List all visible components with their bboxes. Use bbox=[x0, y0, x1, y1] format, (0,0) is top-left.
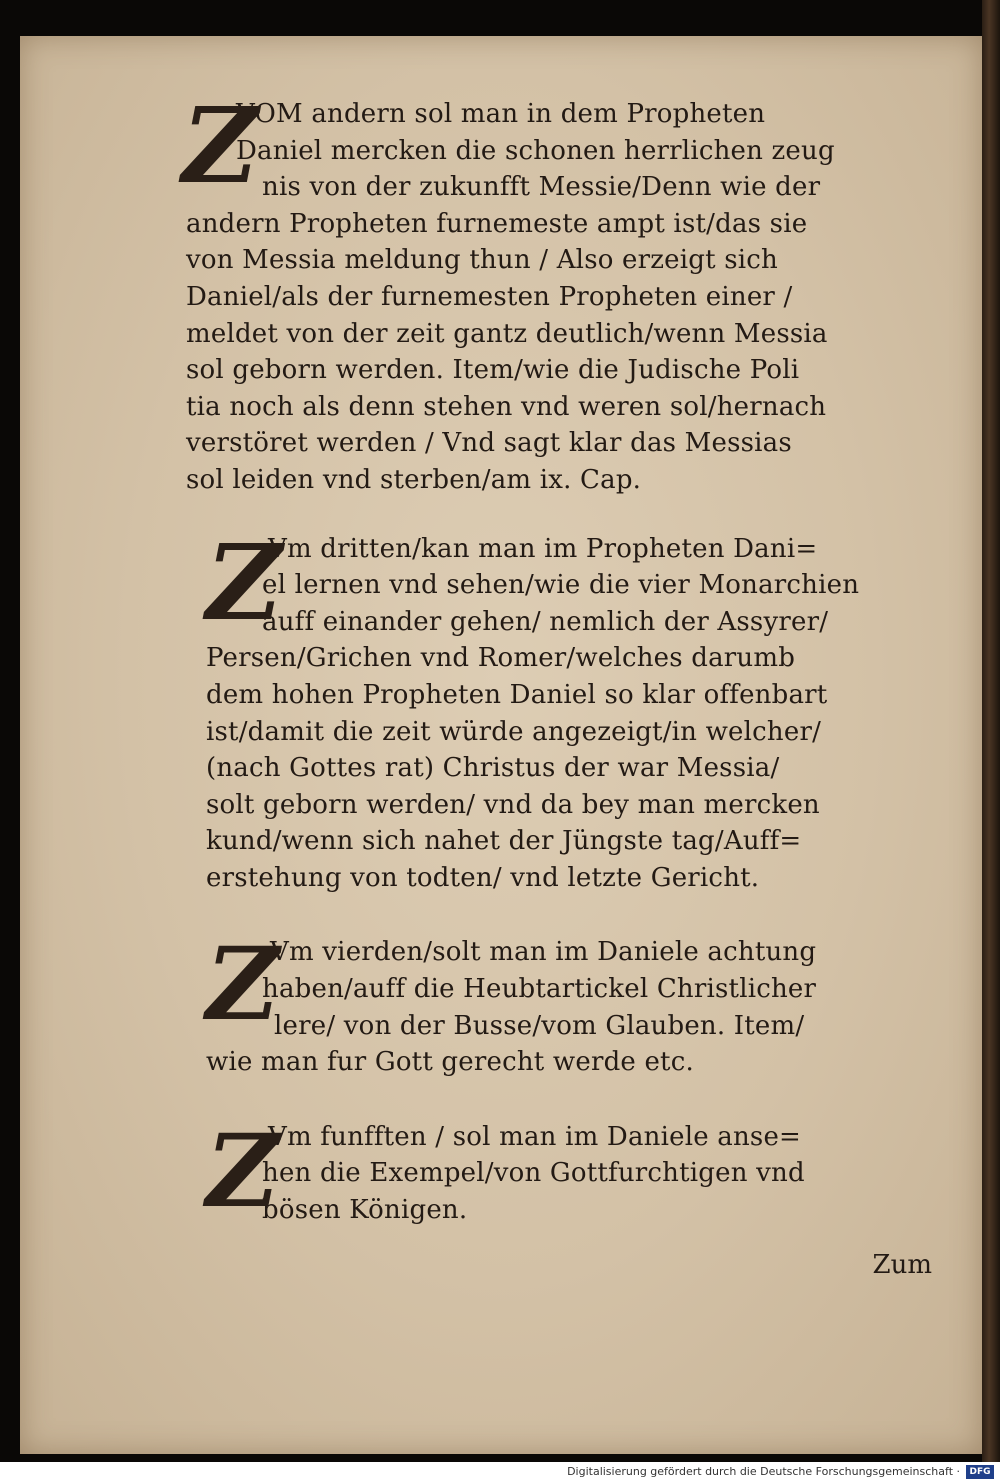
text-line: el lernen vnd sehen/wie die vier Monarchien bbox=[262, 570, 860, 601]
initial-letter: Z bbox=[206, 520, 282, 644]
text-line: ist/damit die zeit würde angezeigt/in welcher/ bbox=[206, 716, 822, 747]
book-spine bbox=[982, 0, 1000, 1462]
text-line: tia noch als denn stehen vnd weren sol/hernach bbox=[186, 391, 827, 422]
text-line: Daniel mercken die schonen herrlichen zeug bbox=[236, 135, 835, 166]
text-line: haben/auff die Heubtartickel Christlicher bbox=[262, 974, 817, 1005]
text-line: VOM andern sol man in dem Propheten bbox=[236, 99, 766, 129]
text-line: Vm vierden/solt man im Daniele achtung bbox=[270, 937, 817, 968]
text-line: solt geborn werden/ vnd da bey man mercken bbox=[206, 789, 820, 820]
paragraph-2 bbox=[206, 520, 948, 897]
text-line: nis von der zukunfft Messie/Denn wie der bbox=[262, 172, 821, 203]
text-line: sol leiden vnd sterben/am ix. Cap. bbox=[186, 464, 642, 495]
text-line: Vm dritten/kan man im Propheten Dani= bbox=[268, 533, 818, 564]
paragraph-3 bbox=[206, 925, 948, 1080]
initial-letter: Z bbox=[182, 84, 258, 207]
paragraph-1 bbox=[182, 84, 948, 499]
text-line: dem hohen Propheten Daniel so klar offenbart bbox=[206, 679, 828, 710]
catchword: Zum bbox=[872, 1250, 932, 1280]
text-line: kund/wenn sich nahet der Jüngste tag/Auff= bbox=[206, 826, 802, 857]
text-line: sol geborn werden. Item/wie die Judische Poli bbox=[186, 355, 800, 386]
text-line: Daniel/als der furnemesten Propheten einer / bbox=[186, 281, 793, 312]
text-line: erstehung von todten/ vnd letzte Gericht. bbox=[206, 862, 760, 893]
text-line: hen die Exempel/von Gottfurchtigen vnd bbox=[262, 1158, 805, 1189]
text-line: wie man fur Gott gerecht werde etc. bbox=[206, 1047, 694, 1078]
text-line: andern Propheten furnemeste ampt ist/das sie bbox=[186, 208, 808, 239]
dfg-logo: DFG bbox=[966, 1465, 994, 1479]
text-line: meldet von der zeit gantz deutlich/wenn Messia bbox=[186, 318, 828, 349]
text-line: von Messia meldung thun / Also erzeigt sich bbox=[186, 245, 778, 276]
text-line: Persen/Grichen vnd Romer/welches darumb bbox=[206, 643, 796, 674]
initial-letter: Z bbox=[206, 925, 279, 1044]
text-line: (nach Gottes rat) Christus der war Messia/ bbox=[206, 753, 780, 784]
text-line: bösen Königen. bbox=[262, 1195, 468, 1226]
page-text bbox=[182, 84, 948, 1230]
text-line: lere/ von der Busse/vom Glauben. Item/ bbox=[274, 1010, 805, 1041]
text-line: auff einander gehen/ nemlich der Assyrer/ bbox=[262, 606, 829, 637]
initial-letter: Z bbox=[206, 1111, 279, 1230]
footer-bar bbox=[0, 1462, 1000, 1483]
funding-notice: Digitalisierung gefördert durch die Deutsche Forschungsgemeinschaft · bbox=[567, 1465, 960, 1478]
paragraph-4 bbox=[206, 1111, 948, 1230]
text-line: verstöret werden / Vnd sagt klar das Messias bbox=[186, 428, 792, 459]
text-line: Vm funfften / sol man im Daniele anse= bbox=[268, 1121, 802, 1152]
